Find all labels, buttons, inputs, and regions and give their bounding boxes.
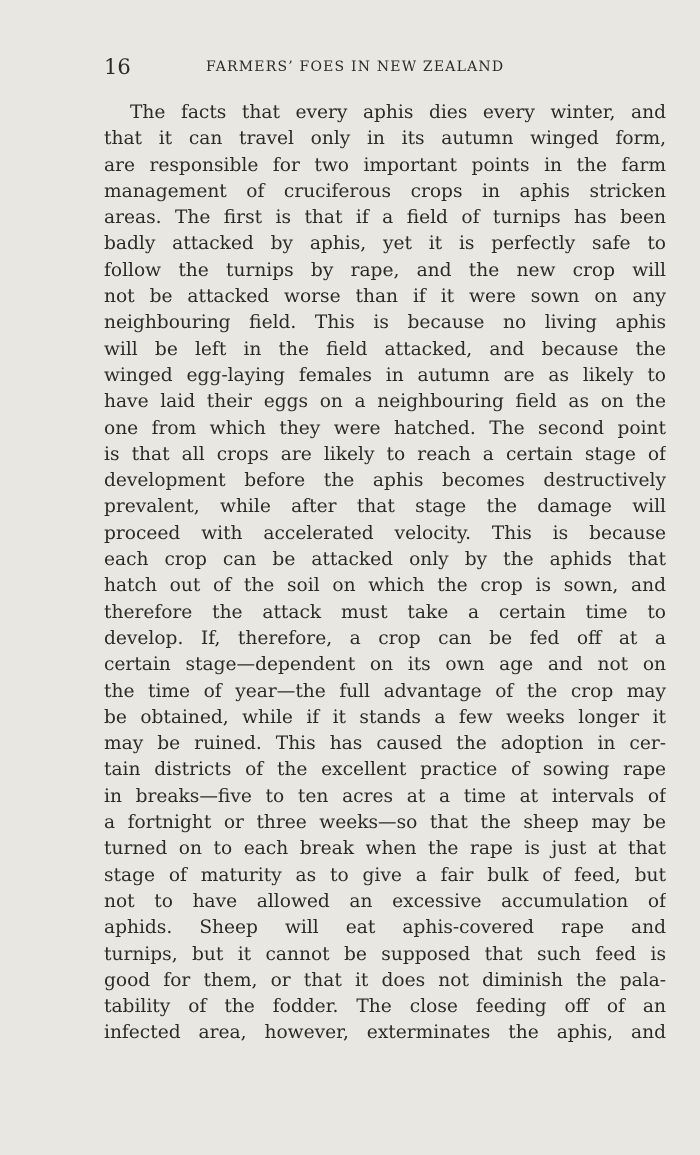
running-title: FARMERS’ FOES IN NEW ZEALAND bbox=[206, 59, 505, 75]
text-line: management of cruciferous crops in aphis stricken bbox=[104, 180, 666, 202]
text-line: tain districts of the excellent practice of sowing rape bbox=[104, 759, 666, 781]
text-line: in breaks—five to ten acres at a time at intervals of bbox=[104, 785, 666, 807]
text-line: development before the aphis becomes destructively bbox=[104, 470, 666, 492]
text-line: areas. The first is that if a field of turnips has been bbox=[104, 207, 666, 229]
text-line: The facts that every aphis dies every winter, and bbox=[130, 102, 666, 123]
text-line: turned on to each break when the rape is just at that bbox=[104, 838, 666, 860]
text-line: good for them, or that it does not diminish the pala- bbox=[104, 969, 666, 991]
text-line: infected area, however, exterminates the aphis, and bbox=[104, 1022, 666, 1044]
text-line: stage of maturity as to give a fair bulk of feed, but bbox=[104, 864, 666, 886]
text-line: badly attacked by aphis, yet it is perfectly safe to bbox=[104, 233, 666, 255]
text-line: winged egg-laying females in autumn are as likely to bbox=[104, 364, 666, 386]
text-line: may be ruined. This has caused the adoption in cer- bbox=[104, 733, 666, 755]
text-line: prevalent, while after that stage the damage will bbox=[104, 496, 666, 518]
text-line: neighbouring field. This is because no living aphis bbox=[104, 312, 666, 334]
text-line: one from which they were hatched. The second point bbox=[104, 417, 666, 439]
page-number: 16 bbox=[104, 55, 131, 79]
text-line: tability of the fodder. The close feeding off of an bbox=[104, 996, 666, 1018]
body-paragraph bbox=[104, 100, 666, 1047]
text-line: a fortnight or three weeks—so that the sheep may be bbox=[104, 812, 666, 834]
text-line: that it can travel only in its autumn winged form, bbox=[104, 128, 666, 150]
text-line: turnips, but it cannot be supposed that such feed is bbox=[104, 943, 666, 965]
text-line: not be attacked worse than if it were sown on any bbox=[104, 286, 666, 308]
text-line: aphids. Sheep will eat aphis-covered rape and bbox=[104, 917, 666, 939]
text-line: be obtained, while if it stands a few weeks longer it bbox=[104, 706, 666, 728]
text-line: will be left in the field attacked, and because the bbox=[104, 338, 666, 360]
text-line: not to have allowed an excessive accumulation of bbox=[104, 890, 666, 912]
text-line: proceed with accelerated velocity. This is because bbox=[104, 522, 666, 544]
text-line: each crop can be attacked only by the aphids that bbox=[104, 549, 666, 571]
text-line: therefore the attack must take a certain time to bbox=[104, 601, 666, 623]
text-line: the time of year—the full advantage of the crop may bbox=[104, 680, 666, 702]
text-line: hatch out of the soil on which the crop is sown, and bbox=[104, 575, 666, 597]
text-line: follow the turnips by rape, and the new crop will bbox=[104, 259, 666, 281]
text-line: develop. If, therefore, a crop can be fed off at a bbox=[104, 627, 666, 649]
text-line: have laid their eggs on a neighbouring field as on the bbox=[104, 391, 666, 413]
text-line: certain stage—dependent on its own age and not on bbox=[104, 654, 666, 676]
page-header bbox=[104, 52, 664, 82]
text-line: is that all crops are likely to reach a certain stage of bbox=[104, 443, 666, 465]
text-line: are responsible for two important points in the farm bbox=[104, 154, 666, 176]
